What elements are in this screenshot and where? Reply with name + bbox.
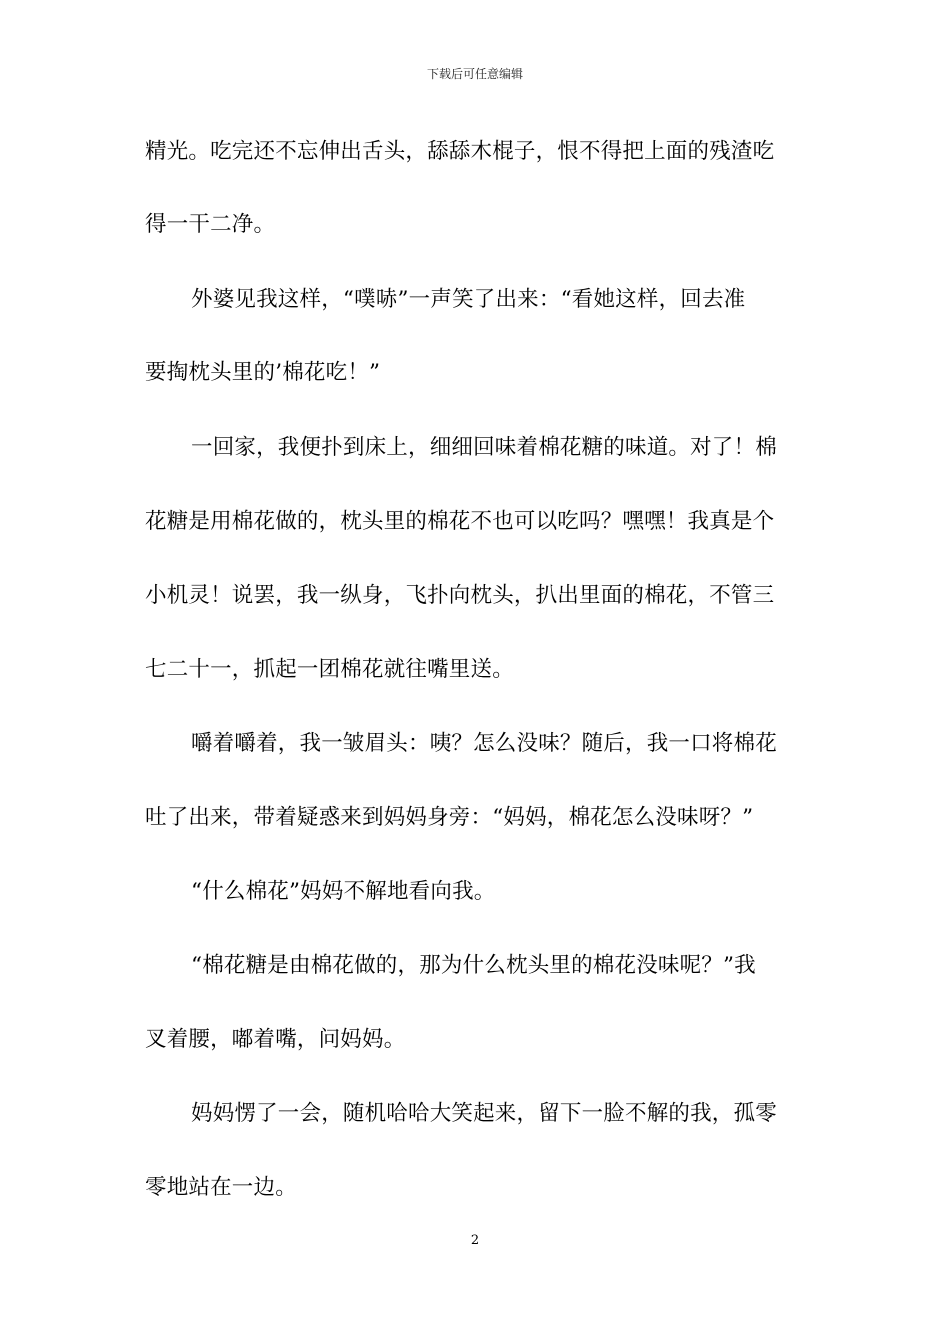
paragraph-line: 七二十一，抓起一团棉花就往嘴里送。	[145, 657, 514, 682]
paragraph-line: 精光。吃完还不忘伸出舌头，舔舔木棍子，恨不得把上面的残渣吃	[145, 139, 775, 164]
paragraph-line: 零地站在一边。	[145, 1175, 297, 1200]
page-number: 2	[470, 1233, 480, 1248]
page-header: 下载后可任意编辑	[426, 67, 523, 81]
paragraph-line: “棉花糖是由棉花做的，那为什么枕头里的棉花没味呢？”我	[191, 953, 756, 978]
paragraph-line: 得一干二净。	[145, 212, 276, 237]
paragraph-line: 一回家，我便扑到床上，细细回味着棉花糖的味道。对了！棉	[191, 435, 777, 460]
paragraph-line: “什么棉花”妈妈不解地看向我。	[191, 879, 496, 904]
paragraph-line: 妈妈愣了一会，随机哈哈大笑起来，留下一脸不解的我，孤零	[191, 1101, 777, 1126]
paragraph-line: 嚼着嚼着，我一皱眉头：咦？怎么没味？随后，我一口将棉花	[191, 731, 777, 756]
paragraph-line: 要掏枕头里的’棉花吃！”	[145, 360, 381, 385]
paragraph-line: 小机灵！说罢，我一纵身，飞扑向枕头，扒出里面的棉花，不管三	[145, 583, 775, 608]
paragraph-line: 吐了出来，带着疑惑来到妈妈身旁：“妈妈，棉花怎么没味呀？”	[145, 805, 754, 830]
paragraph-line: 外婆见我这样，“噗哧”一声笑了出来：“看她这样，回去准	[191, 287, 746, 312]
paragraph-line: 叉着腰，嘟着嘴，问妈妈。	[145, 1027, 406, 1052]
paragraph-line: 花糖是用棉花做的，枕头里的棉花不也可以吃吗？嘿嘿！我真是个	[145, 509, 775, 534]
